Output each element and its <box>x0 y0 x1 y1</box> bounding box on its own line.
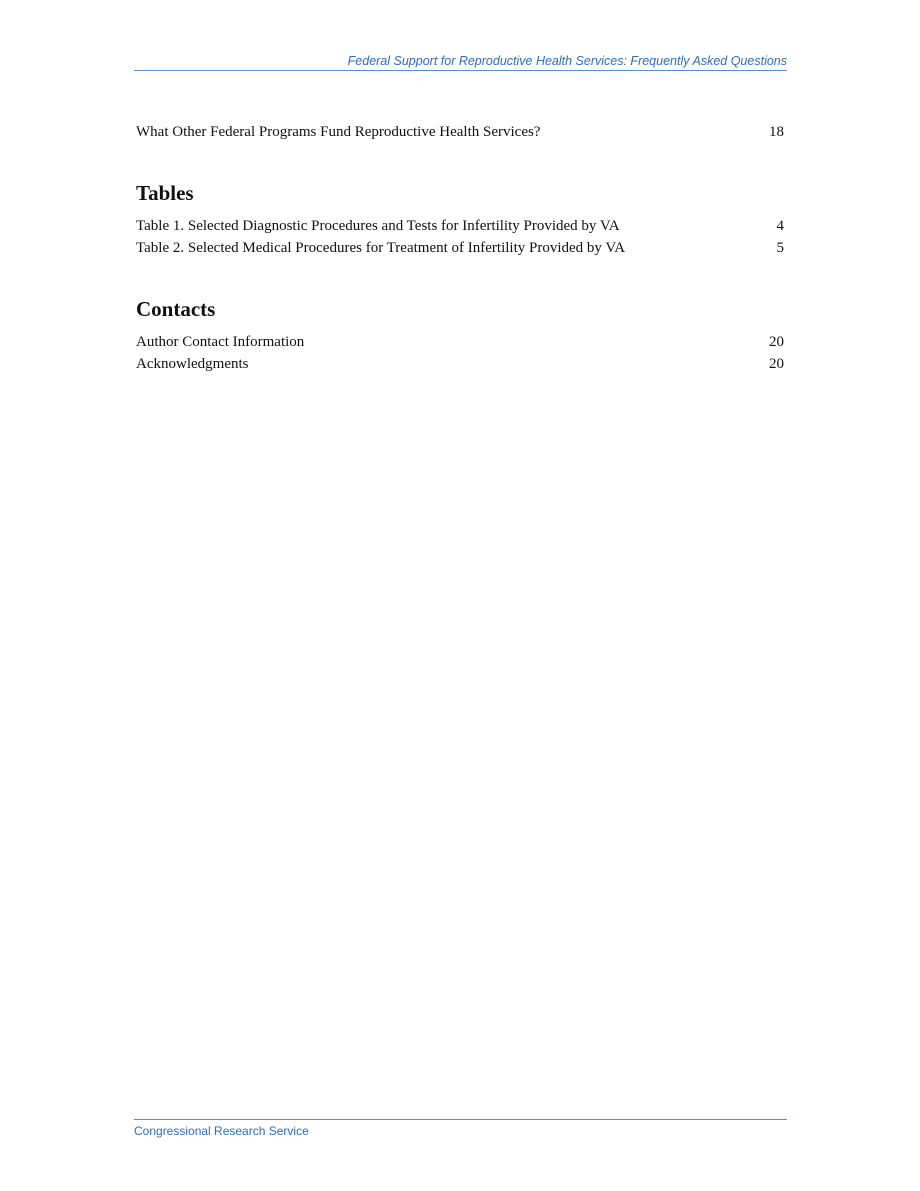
toc-list-contacts <box>136 331 784 375</box>
running-footer: Congressional Research Service <box>134 1119 787 1139</box>
toc-list-tables <box>136 215 784 259</box>
toc-entry-page: 20 <box>769 356 784 372</box>
tables-heading: Tables <box>136 181 194 205</box>
toc-entry-label: What Other Federal Programs Fund Reproductive Health Services? <box>136 124 541 140</box>
toc-entry[interactable] <box>136 215 784 237</box>
toc-entry-page: 18 <box>769 124 784 140</box>
toc-entry[interactable] <box>136 237 784 259</box>
toc-entry-label: Acknowledgments <box>136 356 249 372</box>
toc-entry-label: Table 1. Selected Diagnostic Procedures and Tests for Infertility Provided by VA <box>136 218 620 234</box>
running-header: Federal Support for Reproductive Health Services: Frequently Asked Questions <box>134 53 787 71</box>
toc-entry[interactable] <box>136 331 784 353</box>
toc-entry[interactable] <box>136 353 784 375</box>
contacts-heading: Contacts <box>136 297 216 321</box>
toc-entry[interactable] <box>136 121 784 143</box>
toc-entry-page: 4 <box>776 218 784 234</box>
toc-entry-label: Author Contact Information <box>136 334 305 350</box>
toc-entry-page: 20 <box>769 334 784 350</box>
toc-entry-label: Table 2. Selected Medical Procedures for Treatment of Infertility Provided by VA <box>136 240 626 256</box>
toc-list-sections <box>136 121 784 143</box>
toc-entry-page: 5 <box>776 240 784 256</box>
